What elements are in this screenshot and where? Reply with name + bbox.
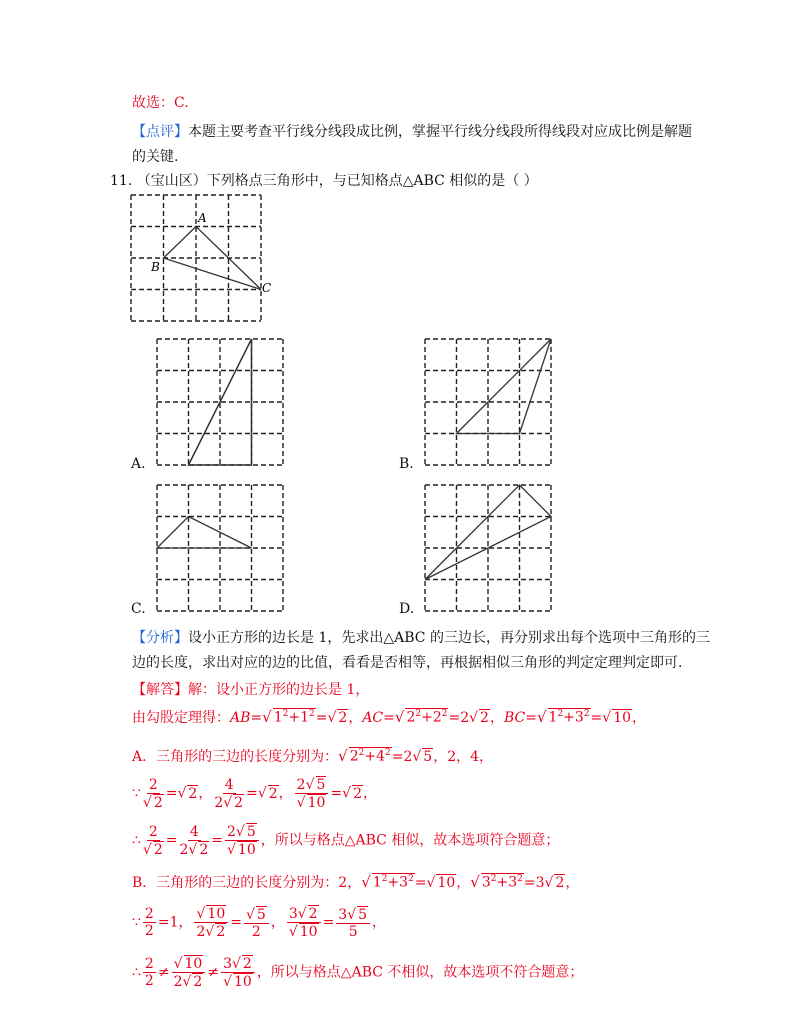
solution-intro: 【解答】解：设小正方形的边长是 1， [132, 682, 370, 698]
question-text: （宝山区）下列格点三角形中，与已知格点△ABC 相似的是（ ） [136, 173, 538, 189]
vertex-label-c: C [262, 281, 272, 295]
option-b-conclusion: ∴ $\frac{2}{2}$ ≠ $\frac{√ 10}{2√ 2}$ ≠ $\frac{3√ 2}{√ 10}$ ，所以与格点△ABC 不相似，故本选项不符合题意； [132, 956, 584, 990]
option-b-label: B. [399, 456, 414, 472]
option-b-solution: B．三角形的三边的长度分别为：2，√ $1^2+3^2=√$ 10，√ $3^2+3^2=3√$ 2， [132, 873, 580, 891]
given-triangle-grid [131, 195, 272, 322]
question-11 [110, 170, 538, 190]
option-d-grid [425, 485, 552, 612]
analysis-line-1: 【分析】设小正方形的边长是 1，先求出△ABC 的三边长，再分别求出每个选项中三角形的三 [132, 630, 710, 646]
vertex-label-b: B [151, 260, 160, 274]
question-number: 11. [110, 173, 133, 189]
option-a-conclusion: ∴ $\frac{2}{√ 2}$ = $\frac{4}{2√ 2}$ = $\frac{2√ 5}{√ 10}$ ，所以与格点△ABC 相似，故本选项符合题意； [132, 823, 560, 858]
option-c-label: C. [131, 601, 146, 617]
pythag-line: 由勾股定理得：AB=√ $1^2+1^2=√$ 2，AC=√ $2^2+2^2=2√$ 2，BC=√ $1^2+3^2=√$ 10， [132, 708, 647, 726]
option-a-solution: A．三角形的三边的长度分别为：√ $2^2+4^2=2√$ 5，2，4， [132, 747, 494, 765]
option-d-label: D. [399, 601, 415, 617]
vertex-label-a: A [198, 211, 207, 225]
solution-tag: 【解答】 [132, 682, 188, 698]
answer-line: 故选：C. [132, 95, 189, 111]
option-b-triangle [457, 339, 552, 434]
option-a-label: A. [131, 456, 146, 472]
option-b-ratios: ∵ $\frac{2}{2}$ =1， $\frac{√ 10}{2√ 2}$ = $\frac{√ 5}{2}$ ， $\frac{3√ 2}{√ 10}$ = $\frac{3√ 5}{5}$ ， [132, 906, 387, 940]
comment-line-1: 【点评】本题主要考查平行线分线段成比例，掌握平行线分线段所得线段对应成比例是解题 [132, 124, 692, 140]
option-b-grid [425, 339, 552, 466]
comment-tag: 【点评】 [132, 124, 188, 140]
option-a-grid [157, 339, 284, 466]
comment-line-2: 的关键. [132, 149, 179, 165]
analysis-line-2: 边的长度，求出对应的边的比值，看看是否相等，再根据相似三角形的判定定理判定即可. [132, 655, 683, 671]
option-a-ratios: ∵ $\frac{2}{√ 2}$ =√ 2， $\frac{4}{2√ 2}$ =√ 2， $\frac{2√ 5}{√ 10}$ =√ 2， [132, 776, 377, 811]
analysis-tag: 【分析】 [132, 630, 188, 646]
option-c-triangle [157, 517, 252, 549]
option-c-grid [157, 485, 284, 612]
